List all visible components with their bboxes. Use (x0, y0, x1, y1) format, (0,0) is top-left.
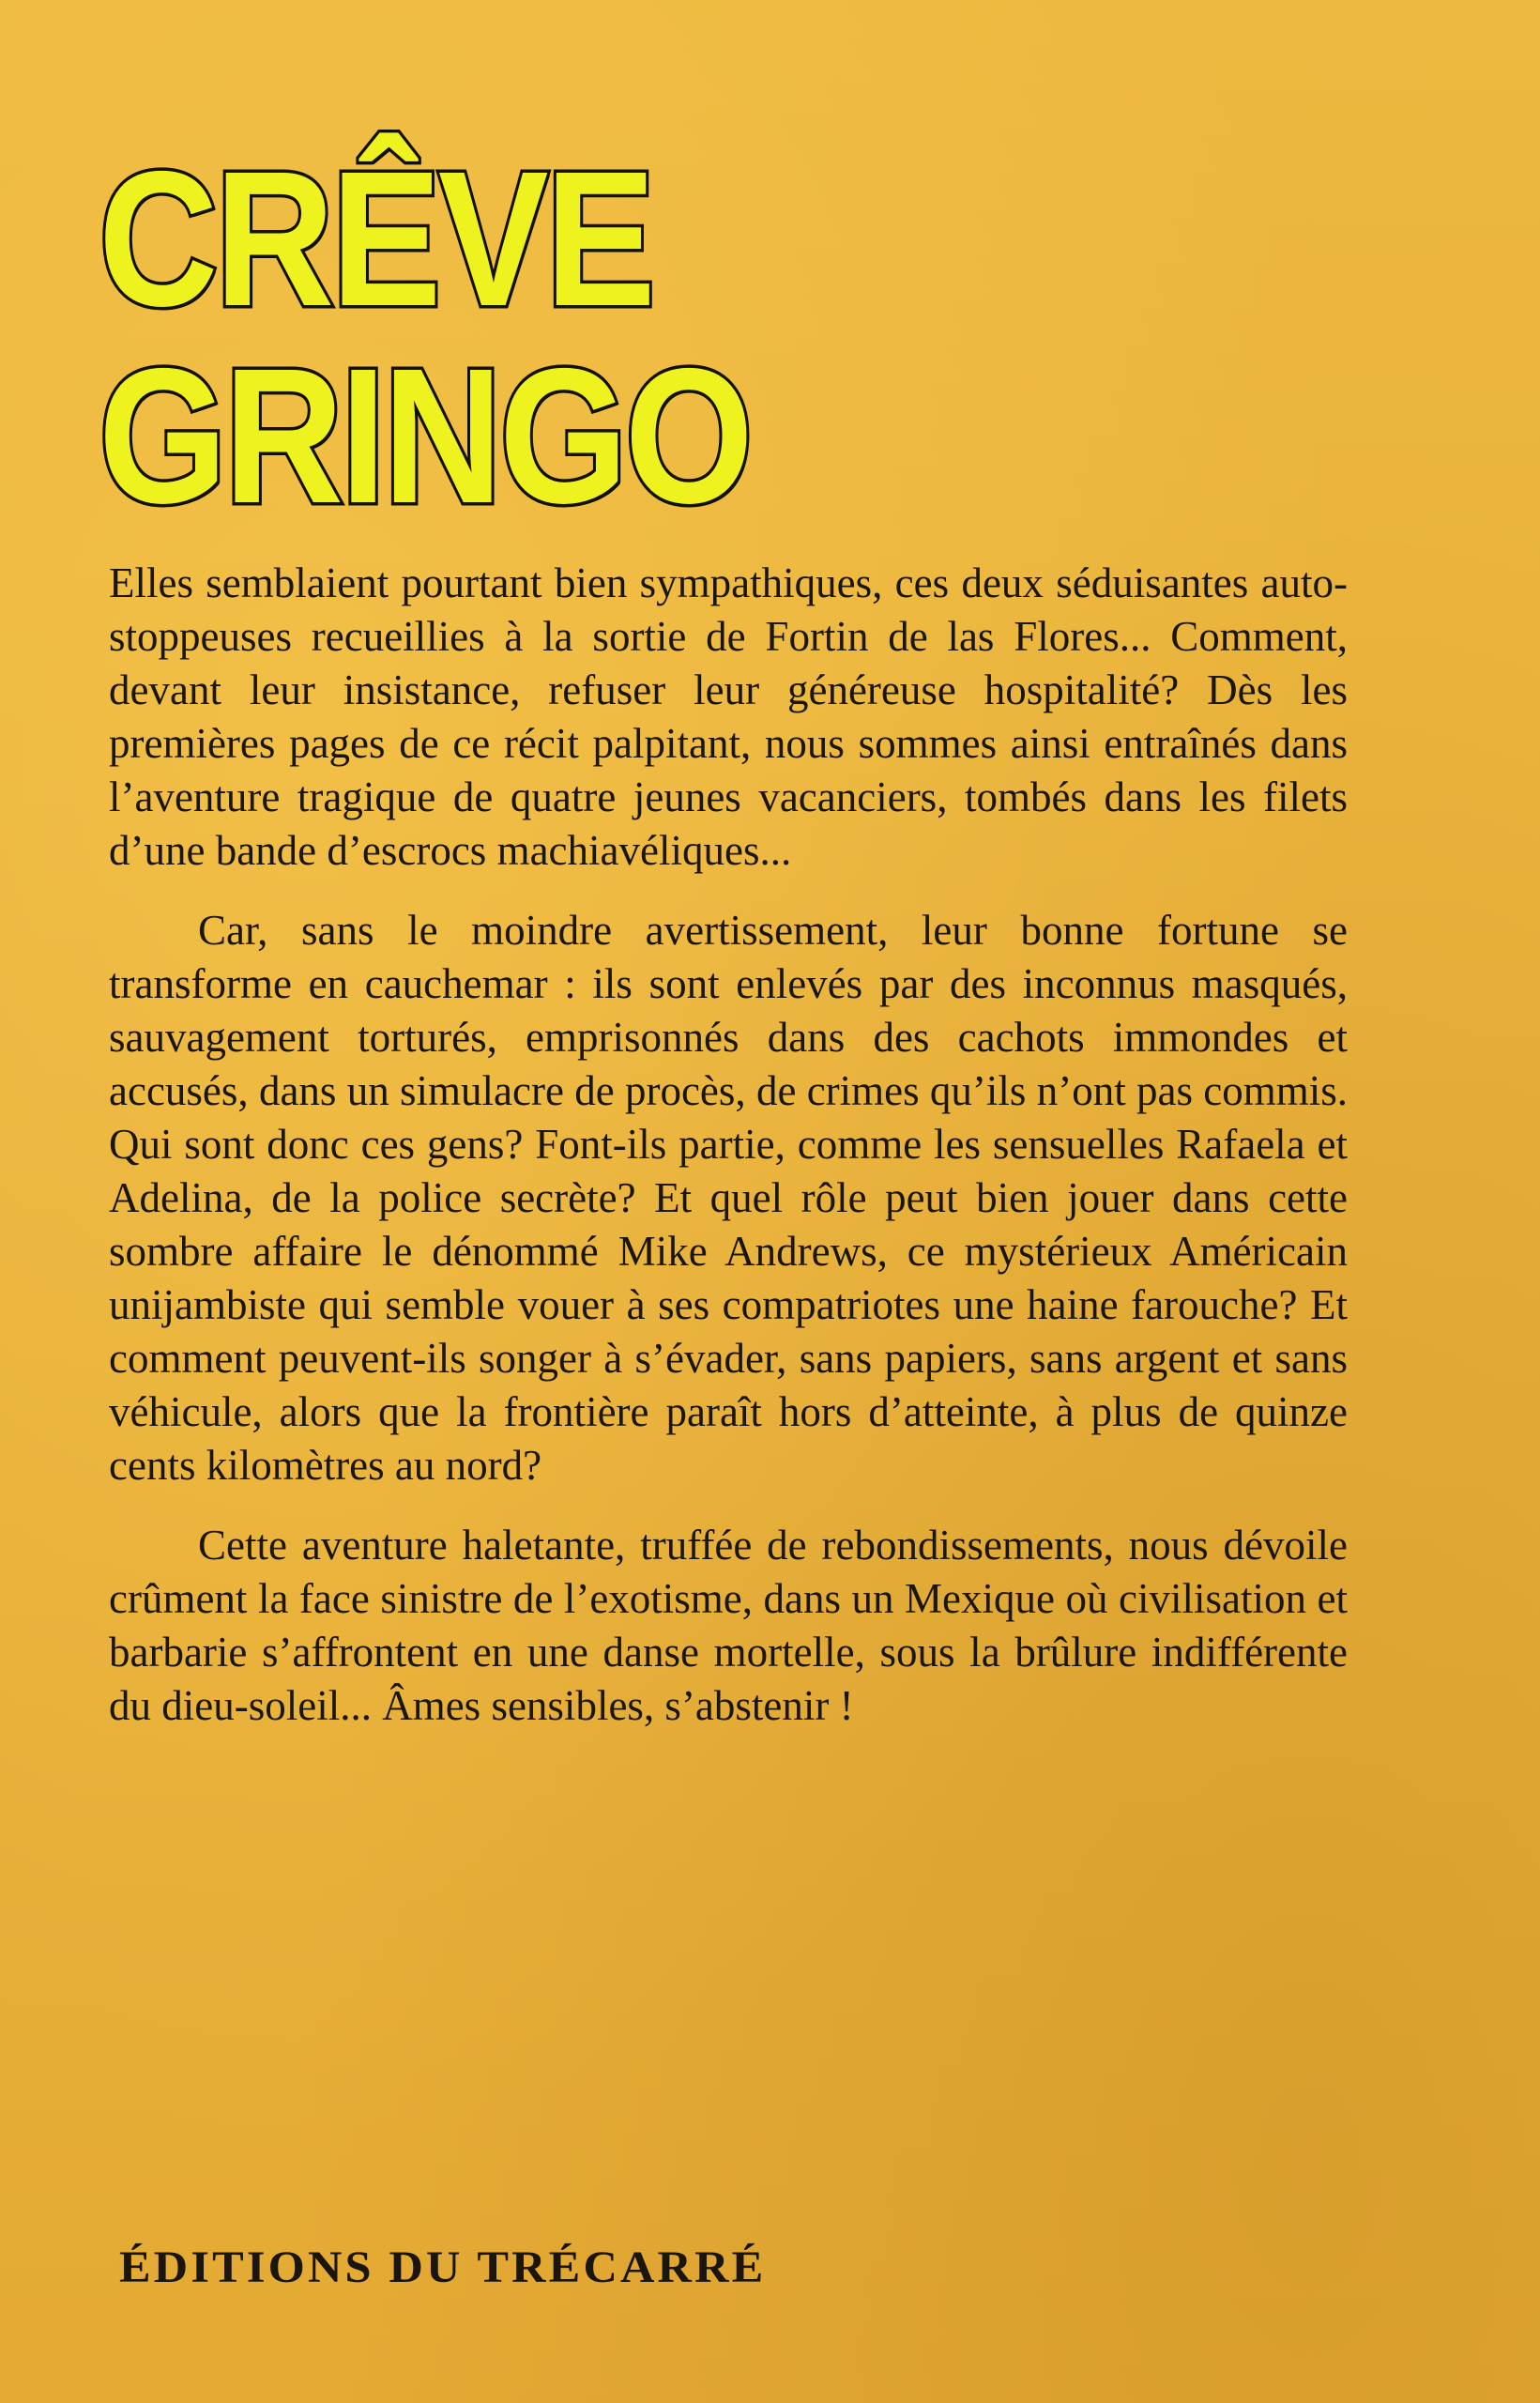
book-title-line-1: CRÊVE (99, 131, 653, 346)
book-title (99, 131, 751, 543)
blurb (109, 557, 1348, 1733)
publisher-name: ÉDITIONS DU TRÉCARRÉ (119, 2242, 767, 2292)
blurb-paragraph-2: Car, sans le moindre avertissement, leur bonne fortune se transforme en cauchemar : ils sont enlevés par des inconnus masqués, sauvagement torturés, emprisonnés dans des cachots immondes et accusés, dans un simulacre de procès, de crimes qu’ils n’ont pas commis. Qui sont donc ces gens? Font-ils partie, comme les sensuelles Rafaela et Adelina, de la police secrète? Et quel rôle peut bien jouer dans cette sombre affaire le dénommé Mike Andrews, ce mystérieux Américain unijambiste qui semble vouer à ses compatriotes une haine farouche? Et comment peuvent-ils songer à s’évader, sans papiers, sans argent et sans véhicule, alors que la frontière paraît hors d’atteinte, à plus de quinze cents kilomètres au nord? (109, 907, 1348, 1489)
book-title-line-2: GRINGO (99, 329, 751, 543)
blurb-paragraph-1: Elles semblaient pourtant bien sympathiques, ces deux séduisantes auto-stoppeuses recueillies à la sortie de Fortin de las Flores... Comment, devant leur insistance, refuser leur généreuse hospitalité? Dès les premières pages de ce récit palpitant, nous sommes ainsi entraînés dans l’aventure tragique de quatre jeunes vacanciers, tombés dans les filets d’une bande d’escrocs machiavéliques... (109, 559, 1348, 874)
blurb-paragraph-3: Cette aventure haletante, truffée de rebondissements, nous dévoile crûment la face sinistre de l’exotisme, dans un Mexique où civilisation et barbarie s’affrontent en une danse mortelle, sous la brûlure indifférente du dieu-soleil... Âmes sensibles, s’abstenir ! (109, 1522, 1348, 1729)
